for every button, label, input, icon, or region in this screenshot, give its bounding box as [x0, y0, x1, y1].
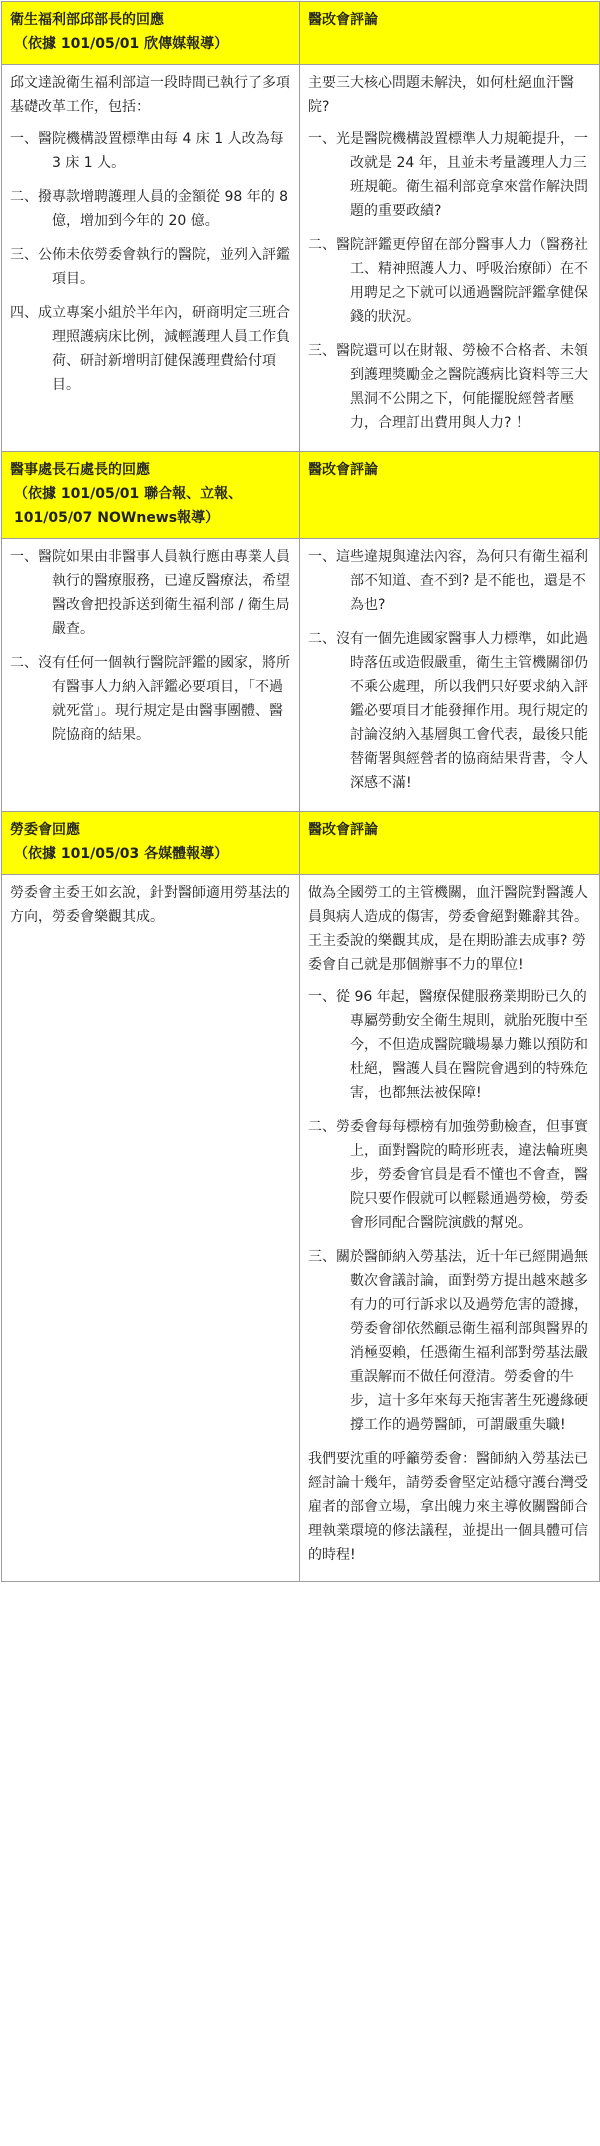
- official-response-source: （依據 101/05/01 欣傳媒報導）: [14, 36, 229, 52]
- response-item: [10, 545, 291, 641]
- response-item: [10, 301, 291, 397]
- item-text: 醫院還可以在財報、勞檢不合格者、未領到護理獎勵金之醫院護病比資料等三大黑洞不公開之下，何能擺脫經營者壓力，合理訂出費用與人力? ！: [336, 343, 588, 431]
- item-number: 二、: [308, 1119, 336, 1135]
- reform-comment-cell: [300, 875, 600, 1582]
- response-item: [10, 651, 291, 747]
- official-response-title: 醫事處長石處長的回應: [10, 462, 150, 478]
- item-text: 醫院評鑑更停留在部分醫事人力（醫務社工、精神照護人力、呼吸治療師）在不用聘足之下就可以通過醫院評鑑拿健保錢的狀況。: [336, 237, 588, 325]
- section-header-row: [2, 452, 600, 539]
- item-number: 二、: [10, 189, 38, 205]
- response-list: [10, 545, 291, 747]
- item-text: 成立專案小組於半年內，研商明定三班合理照護病床比例，減輕護理人員工作負荷、研討新增明訂健保護理費給付項目。: [38, 305, 290, 393]
- reform-comment-header: 醫改會評論: [300, 812, 600, 875]
- comment-item: [308, 127, 591, 223]
- reform-comment-cell: [300, 65, 600, 452]
- item-number: 三、: [308, 1249, 336, 1265]
- official-response-header: [2, 812, 300, 875]
- item-number: 二、: [308, 631, 336, 647]
- item-text: 撥專款增聘護理人員的金額從 98 年的 8 億，增加到今年的 20 億。: [38, 189, 289, 229]
- item-text: 這些違規與違法內容，為何只有衛生福利部不知道、查不到? 是不能也，還是不為也?: [336, 549, 588, 613]
- official-response-header: [2, 452, 300, 539]
- reform-comment-header: 醫改會評論: [300, 2, 600, 65]
- reform-comment-header: 醫改會評論: [300, 452, 600, 539]
- item-number: 二、: [10, 655, 38, 671]
- comment-outro: 我們要沈重的呼籲勞委會：醫師納入勞基法已經討論十幾年，請勞委會堅定站穩守護台灣受雇者的部會立場，拿出魄力來主導攸關醫師合理執業環境的修法議程，並提出一個具體可信的時程!: [308, 1451, 588, 1563]
- item-text: 沒有一個先進國家醫事人力標準，如此過時落伍或造假嚴重，衛生主管機關卻仍不乘公處理，所以我們只好要求納入評鑑必要項目才能發揮作用。現行規定的討論沒納入基層與工會代表，最後只能替衛署與經營者的協商結果背書，令人深感不滿!: [336, 631, 588, 791]
- item-text: 醫院機構設置標準由每 4 床 1 人改為每 3 床 1 人。: [38, 131, 284, 171]
- item-number: 一、: [308, 989, 336, 1005]
- official-response-cell: [2, 875, 300, 1582]
- comment-item: [308, 1245, 591, 1437]
- item-text: 關於醫師納入勞基法，近十年已經開過無數次會議討論，面對勞方提出越來越多有力的可行訴求以及過勞危害的證據，勞委會卻依然顧忌衛生福利部與醫界的消極耍賴，任憑衛生福利部對勞基法嚴重誤解而不做任何澄清。勞委會的牛步，這十多年來每天拖害著生死邊緣硬撐工作的過勞醫師，可謂嚴重失職!: [336, 1249, 588, 1433]
- item-text: 沒有任何一個執行醫院評鑑的國家，將所有醫事人力納入評鑑必要項目，「不過就死當」。現行規定是由醫事團體、醫院協商的結果。: [38, 655, 290, 743]
- comment-list: [308, 545, 591, 795]
- section-body-row: [2, 875, 600, 1582]
- comparison-table-body: [2, 2, 600, 1582]
- official-response-title: 勞委會回應: [10, 822, 80, 838]
- comment-item: [308, 627, 591, 795]
- reform-comment-cell: [300, 539, 600, 812]
- item-text: 醫院如果由非醫事人員執行應由專業人員執行的醫療服務，已違反醫療法，希望醫改會把投訴送到衛生福利部 / 衛生局嚴查。: [38, 549, 290, 637]
- response-item: [10, 185, 291, 233]
- response-intro: 勞委會主委王如玄說，針對醫師適用勞基法的方向，勞委會樂觀其成。: [10, 885, 290, 925]
- official-response-source: （依據 101/05/01 聯合報、立報、101/05/07 NOWnews報導）: [14, 486, 243, 526]
- official-response-cell: [2, 539, 300, 812]
- section-body-row: [2, 65, 600, 452]
- official-response-cell: [2, 65, 300, 452]
- section-body-row: [2, 539, 600, 812]
- official-response-source: （依據 101/05/03 各媒體報導）: [14, 846, 229, 862]
- response-item: [10, 127, 291, 175]
- item-number: 一、: [308, 131, 336, 147]
- comment-list: [308, 985, 591, 1437]
- official-response-header: [2, 2, 300, 65]
- comment-item: [308, 233, 591, 329]
- comment-item: [308, 545, 591, 617]
- item-number: 一、: [308, 549, 336, 565]
- item-number: 二、: [308, 237, 336, 253]
- comment-intro: 主要三大核心問題未解決，如何杜絕血汗醫院?: [308, 75, 574, 115]
- item-number: 三、: [308, 343, 336, 359]
- item-text: 光是醫院機構設置標準人力規範提升，一改就是 24 年，且並未考量護理人力三班規範。衛生福利部竟拿來當作解決問題的重要政績?: [336, 131, 588, 219]
- comparison-table: [1, 1, 600, 1582]
- item-number: 四、: [10, 305, 38, 321]
- item-number: 三、: [10, 247, 38, 263]
- official-response-title: 衛生福利部邱部長的回應: [10, 12, 164, 28]
- response-item: [10, 243, 291, 291]
- comment-item: [308, 985, 591, 1105]
- item-text: 勞委會每每標榜有加強勞動檢查，但事實上，面對醫院的畸形班表，違法輪班奧步，勞委會官員是看不懂也不會查，醫院只要作假就可以輕鬆通過勞檢，勞委會形同配合醫院演戲的幫兇。: [336, 1119, 588, 1231]
- item-number: 一、: [10, 131, 38, 147]
- comment-item: [308, 1115, 591, 1235]
- response-list: [10, 127, 291, 397]
- item-text: 公佈未依勞委會執行的醫院，並列入評鑑項目。: [38, 247, 290, 287]
- comment-list: [308, 127, 591, 435]
- section-header-row: [2, 2, 600, 65]
- item-number: 一、: [10, 549, 38, 565]
- section-header-row: [2, 812, 600, 875]
- item-text: 從 96 年起，醫療保健服務業期盼已久的專屬勞動安全衛生規則，就胎死腹中至今，不但造成醫院職場暴力難以預防和杜絕，醫護人員在醫院會遇到的特殊危害，也都無法被保障!: [336, 989, 588, 1101]
- comment-item: [308, 339, 591, 435]
- response-intro: 邱文達說衛生福利部這一段時間已執行了多項基礎改革工作，包括：: [10, 75, 290, 115]
- comment-intro: 做為全國勞工的主管機關，血汗醫院對醫護人員與病人造成的傷害，勞委會絕對難辭其咎。王主委說的樂觀其成，是在期盼誰去成事? 勞委會自己就是那個辦事不力的單位!: [308, 885, 588, 973]
